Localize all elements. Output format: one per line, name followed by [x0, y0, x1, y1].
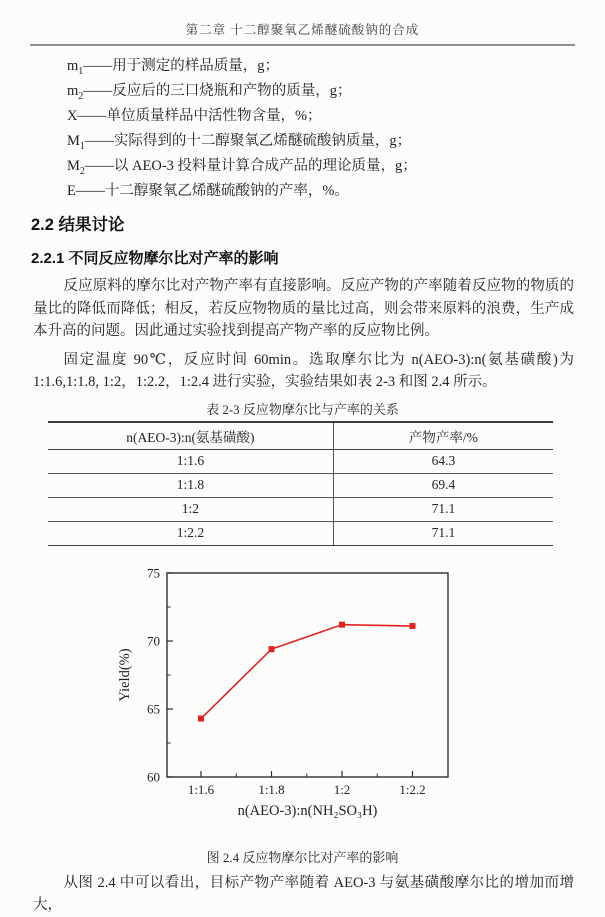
definition-symbol: E — [67, 183, 76, 199]
table-row — [48, 473, 553, 497]
definition-line — [67, 104, 605, 129]
y-tick-label: 70 — [147, 633, 160, 648]
definition-text: ——反应后的三口烧瓶和产物的质量，g； — [83, 83, 352, 99]
y-tick-label: 65 — [147, 701, 160, 716]
table-cell: 64.3 — [333, 449, 553, 473]
x-tick-label: 1:1.6 — [187, 781, 215, 797]
data-point-marker — [198, 715, 204, 721]
table-body — [48, 449, 553, 545]
paragraph-figure-discussion: 从图 2.4 中可以看出，目标产物产率随着 AEO-3 与氨基磺酸摩尔比的增加而增大， — [33, 874, 574, 913]
definition-line — [67, 79, 605, 104]
definitions-list — [67, 54, 605, 204]
figure-2-4 — [100, 560, 605, 843]
section-heading: 2.2 结果讨论 — [31, 216, 125, 234]
definition-symbol: M — [67, 133, 80, 149]
definition-subscript: 2 — [78, 90, 84, 102]
yield-series-line — [201, 624, 413, 718]
page-header-title: 第二章 十二醇聚氧乙烯醚硫酸钠的合成 — [185, 23, 420, 37]
molar-ratio-yield-table — [48, 421, 553, 546]
table-cell: 1:1.8 — [48, 473, 333, 497]
table-row — [48, 497, 553, 521]
table-cell: 1:2.2 — [48, 521, 333, 545]
definition-symbol: m — [67, 83, 79, 99]
header-rule — [30, 44, 575, 46]
subsection-heading: 2.2.1 不同反应物摩尔比对产率的影响 — [31, 250, 279, 267]
figure-caption: 图 2.4 反应物摩尔比对产率的影响 — [206, 849, 399, 865]
table-cell: 71.1 — [333, 497, 553, 521]
table-cell: 1:1.6 — [48, 449, 333, 473]
table-header-row — [48, 422, 553, 450]
x-tick-label: 1:2.2 — [399, 781, 426, 797]
data-point-marker — [339, 621, 345, 627]
y-tick-label: 75 — [147, 565, 160, 580]
y-tick-label: 60 — [147, 769, 160, 784]
x-tick-label: 1:2 — [333, 781, 351, 797]
table-cell: 1:2 — [48, 497, 333, 521]
definition-subscript: 2 — [79, 165, 85, 177]
y-axis-label: Yield(%) — [117, 647, 133, 702]
definition-line — [67, 154, 605, 179]
table-row — [48, 449, 553, 473]
definition-text: ——用于测定的样品质量，g； — [83, 58, 280, 74]
x-axis-label: n(AEO-3):n(NH₂SO₃H) — [237, 802, 378, 819]
paragraph-molar-ratio-intro: 反应原料的摩尔比对产物产率有直接影响。反应产物的产率随着反应物的物质的量比的降低而降低；相反，若反应物物质的量比过高，则会带来原料的浪费，生产成本升高的问题。因此通过实验找到提高产物产率的反应物比例。 — [33, 278, 574, 339]
definition-line — [67, 129, 605, 154]
table-cell: 71.1 — [333, 521, 553, 545]
definition-subscript: 1 — [79, 140, 85, 152]
definition-symbol: X — [67, 108, 78, 124]
definition-text: ——以 AEO-3 投料量计算合成产品的理论质量，g； — [84, 158, 417, 174]
data-point-marker — [410, 623, 416, 629]
table-row — [48, 521, 553, 545]
table-header — [48, 422, 553, 450]
definition-symbol: m — [67, 58, 79, 74]
plot-frame — [167, 573, 448, 777]
table-header-cell-yield: 产物产率/% — [333, 422, 553, 450]
yield-line-chart — [100, 560, 480, 838]
data-point-marker — [269, 646, 275, 652]
definition-text: ——实际得到的十二醇聚氧乙烯醚硫酸钠质量，g； — [84, 133, 412, 149]
x-tick-label: 1:1.8 — [258, 781, 285, 797]
definition-subscript: 1 — [78, 65, 84, 77]
definition-text: ——单位质量样品中活性物含量，%； — [77, 108, 322, 124]
definition-symbol: M — [67, 158, 80, 174]
table-caption: 表 2-3 反应物摩尔比与产率的关系 — [206, 401, 399, 417]
paragraph-experiment-conditions: 固定温度 90℃，反应时间 60min。选取摩尔比为 n(AEO-3):n(氨基磺酸)为 1:1.6,1:1.8, 1:2，1:2.2，1:2.4 进行实验，实验结果如表 2-3 和图 2.4 所示。 — [33, 351, 574, 390]
definition-text: ——十二醇聚氧乙烯醚硫酸钠的产率，%。 — [75, 183, 349, 199]
definition-line — [67, 179, 605, 204]
table-cell: 69.4 — [333, 473, 553, 497]
definition-line — [67, 54, 605, 79]
table-header-cell-ratio: n(AEO-3):n(氨基磺酸) — [48, 422, 333, 450]
